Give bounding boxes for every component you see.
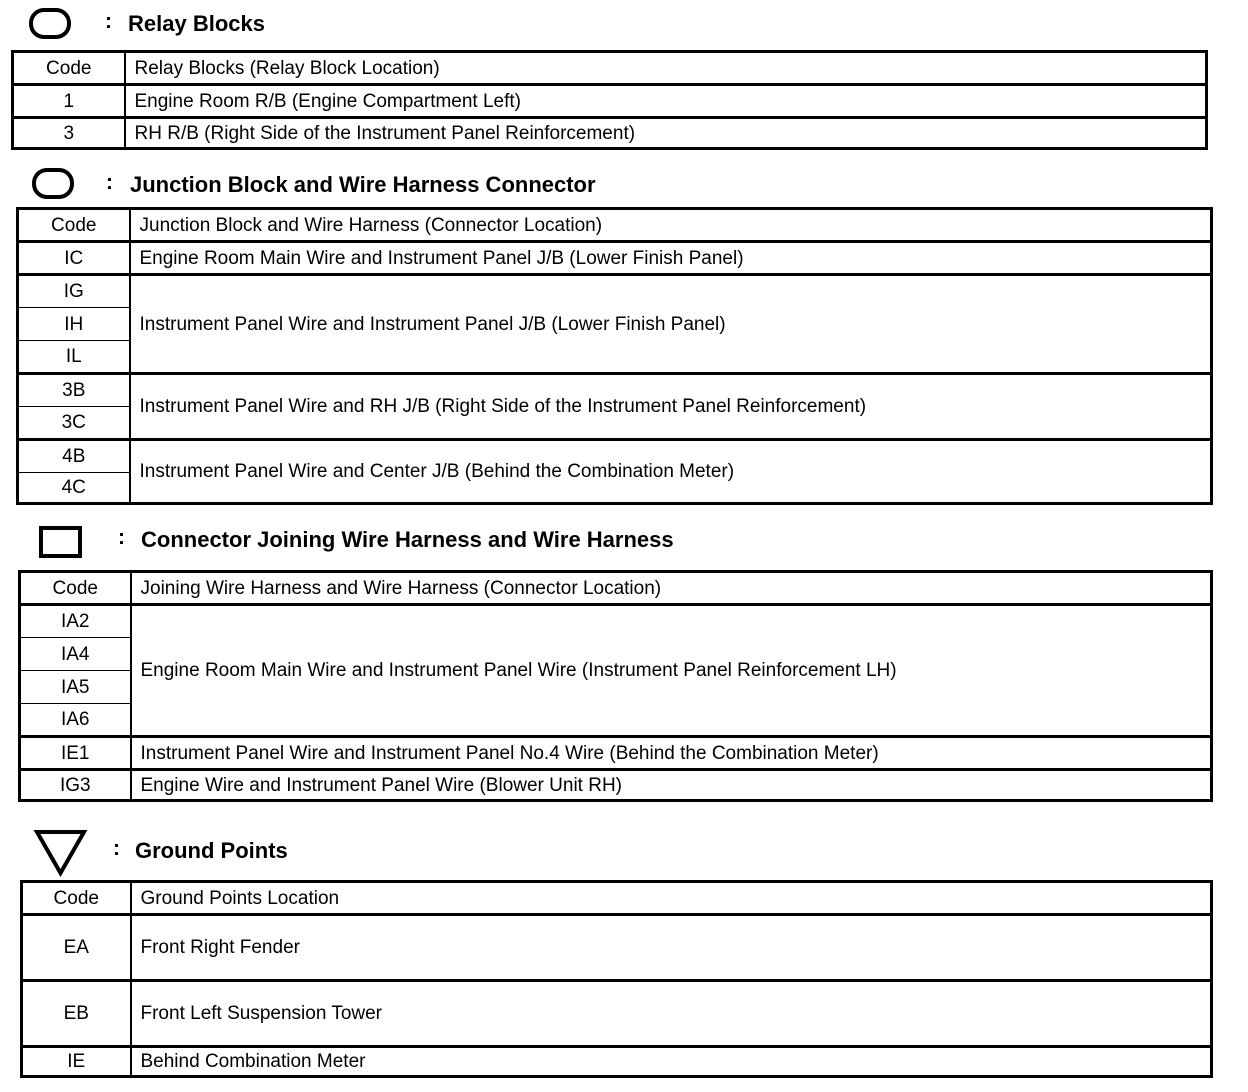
code-header: Code xyxy=(22,882,131,915)
code-cell: IA5 xyxy=(20,671,131,704)
code-header: Code xyxy=(20,572,131,605)
section-title: Junction Block and Wire Harness Connector xyxy=(130,172,596,197)
code-cell: 3 xyxy=(13,118,125,149)
code-cell: IG3 xyxy=(20,770,131,801)
description-header: Junction Block and Wire Harness (Connector Location) xyxy=(130,209,1212,242)
rounded-rect-icon xyxy=(31,166,77,202)
description-cell: Engine Room Main Wire and Instrument Panel J/B (Lower Finish Panel) xyxy=(130,242,1212,275)
code-cell: IH xyxy=(18,308,130,341)
code-cell: 4B xyxy=(18,440,130,473)
code-cell: EA xyxy=(22,915,131,981)
description-header: Relay Blocks (Relay Block Location) xyxy=(125,52,1207,85)
code-cell: IA6 xyxy=(20,704,131,737)
table-header-row xyxy=(20,572,1212,605)
table-header-row xyxy=(18,209,1212,242)
code-cell: 1 xyxy=(13,85,125,118)
table-row xyxy=(13,118,1207,149)
colon: : xyxy=(118,526,125,549)
section-title: Ground Points xyxy=(135,838,288,863)
relay-blocks-table xyxy=(11,50,1208,150)
table-row xyxy=(20,605,1212,638)
description-header: Ground Points Location xyxy=(131,882,1212,915)
description-cell: Engine Wire and Instrument Panel Wire (Blower Unit RH) xyxy=(131,770,1212,801)
description-cell: Instrument Panel Wire and Center J/B (Behind the Combination Meter) xyxy=(130,440,1212,504)
section-title: Connector Joining Wire Harness and Wire Harness xyxy=(141,527,674,552)
table-row xyxy=(22,1047,1212,1077)
code-cell: IG xyxy=(18,275,130,308)
code-cell: IE1 xyxy=(20,737,131,770)
rounded-rect-icon xyxy=(28,6,74,42)
ground-points-table xyxy=(20,880,1213,1078)
table-row xyxy=(18,374,1212,407)
colon: : xyxy=(106,171,113,194)
code-cell: IA2 xyxy=(20,605,131,638)
description-cell: Instrument Panel Wire and Instrument Panel No.4 Wire (Behind the Combination Meter) xyxy=(131,737,1212,770)
description-cell: Engine Room Main Wire and Instrument Panel Wire (Instrument Panel Reinforcement LH) xyxy=(131,605,1212,737)
code-header: Code xyxy=(18,209,130,242)
square-icon xyxy=(38,525,84,559)
code-cell: IC xyxy=(18,242,130,275)
code-cell: 3C xyxy=(18,407,130,440)
code-cell: 4C xyxy=(18,473,130,504)
table-header-row xyxy=(13,52,1207,85)
table-row xyxy=(20,737,1212,770)
code-cell: 3B xyxy=(18,374,130,407)
description-cell: Instrument Panel Wire and Instrument Panel J/B (Lower Finish Panel) xyxy=(130,275,1212,374)
description-header: Joining Wire Harness and Wire Harness (Connector Location) xyxy=(131,572,1212,605)
table-row xyxy=(18,440,1212,473)
code-cell: IA4 xyxy=(20,638,131,671)
code-cell: IL xyxy=(18,341,130,374)
description-cell: Engine Room R/B (Engine Compartment Left) xyxy=(125,85,1207,118)
description-cell: Behind Combination Meter xyxy=(131,1047,1212,1077)
table-row xyxy=(20,770,1212,801)
table-row xyxy=(22,915,1212,981)
table-row xyxy=(22,981,1212,1047)
connector-joining-table xyxy=(18,570,1213,802)
triangle-down-icon xyxy=(33,827,89,877)
description-cell: Front Right Fender xyxy=(131,915,1212,981)
code-cell: EB xyxy=(22,981,131,1047)
table-header-row xyxy=(22,882,1212,915)
description-cell: Front Left Suspension Tower xyxy=(131,981,1212,1047)
description-cell: Instrument Panel Wire and RH J/B (Right Side of the Instrument Panel Reinforcement) xyxy=(130,374,1212,440)
section-title: Relay Blocks xyxy=(128,11,265,36)
colon: : xyxy=(113,837,120,860)
table-row xyxy=(18,275,1212,308)
table-row xyxy=(18,242,1212,275)
table-row xyxy=(13,85,1207,118)
code-cell: IE xyxy=(22,1047,131,1077)
junction-block-table xyxy=(16,207,1213,505)
description-cell: RH R/B (Right Side of the Instrument Panel Reinforcement) xyxy=(125,118,1207,149)
colon: : xyxy=(105,10,112,33)
code-header: Code xyxy=(13,52,125,85)
